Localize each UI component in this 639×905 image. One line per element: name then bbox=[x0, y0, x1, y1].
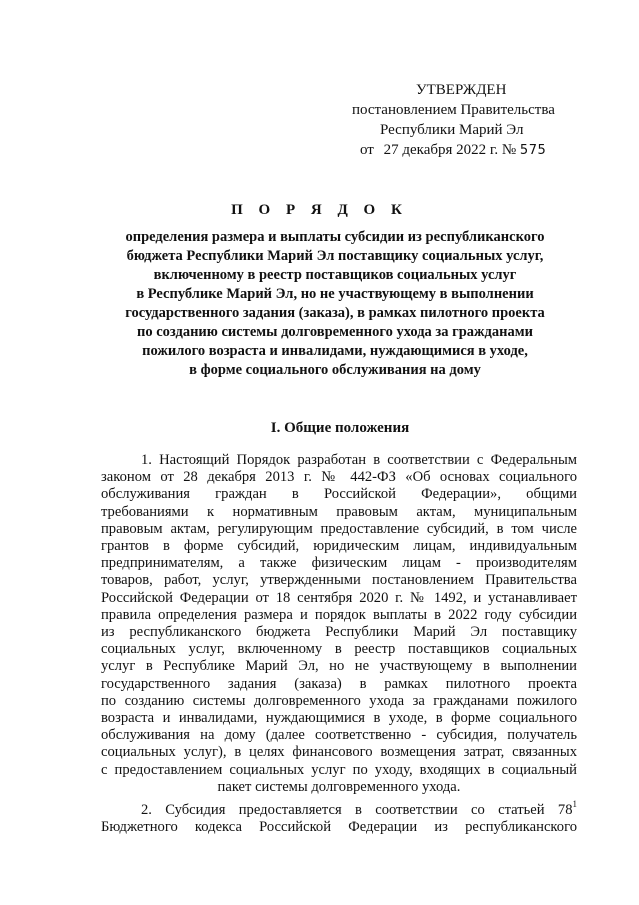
paragraph-1-line: товаров, работ, услуг, утвержденными постановлением Правительства bbox=[101, 572, 577, 589]
subtitle-line: включенному в реестр поставщиков социальных услуг bbox=[153, 267, 517, 283]
paragraph-2-line-2: Бюджетного кодекса Российской Федерации из республиканского bbox=[101, 819, 577, 836]
paragraph-2-line-1 bbox=[101, 799, 577, 819]
document-body bbox=[101, 452, 577, 836]
subtitle-line: в Республике Марий Эл, но не участвующему в выполнении bbox=[136, 286, 534, 302]
subtitle-line: пожилого возраста и инвалидами, нуждающимися в уходе, bbox=[142, 343, 528, 359]
paragraph-1-line: правила определения размера и порядок выплаты в 2022 году субсидии bbox=[101, 606, 577, 623]
paragraph-1-line: социальных услуг), в целях финансового возмещения затрат, связанных bbox=[101, 744, 577, 761]
subtitle-line: бюджета Республики Марий Эл поставщику социальных услуг, bbox=[126, 248, 544, 264]
paragraph-1-line: законом от 28 декабря 2013 г. № 442-ФЗ «Об основах социального bbox=[101, 469, 577, 486]
paragraph-1-line: по созданию системы долговременного ухода за гражданами пожилого bbox=[101, 692, 577, 709]
approval-line-1: постановлением Правительства bbox=[352, 102, 555, 118]
approval-date-line bbox=[352, 140, 582, 161]
paragraph-1-line: правовым актам, регулирующим предоставление субсидий, в том числе bbox=[101, 520, 577, 537]
paragraph-1-line: 1. Настоящий Порядок разработан в соответствии с Федеральным bbox=[141, 452, 577, 468]
document-title: П О Р Я Д О К bbox=[231, 202, 408, 218]
paragraph-1-line: социальных услуг, включенному в реестр поставщиков социальных bbox=[101, 641, 577, 658]
approval-number: 575 bbox=[519, 143, 547, 158]
paragraph-1-line: из республиканского бюджета Республики Марий Эл поставщику bbox=[101, 624, 577, 641]
paragraph-1-line: требованиями к нормативным правовым актам, муниципальным bbox=[101, 503, 577, 520]
approval-stamp bbox=[352, 80, 582, 161]
document-subtitle bbox=[95, 228, 575, 380]
approval-date: 27 декабря 2022 г. № bbox=[383, 142, 517, 158]
paragraph-2-text: 2. Субсидия предоставляется в соответствии со статьей 78 bbox=[141, 802, 573, 819]
paragraph-1-line: обслуживания на дому (далее соответственно - субсидия, получатель bbox=[101, 727, 577, 744]
subtitle-line: по созданию системы долговременного ухода за гражданами bbox=[137, 324, 533, 340]
subtitle-line: в форме социального обслуживания на дому bbox=[189, 362, 481, 378]
paragraph-1-line: с предоставлением социальных услуг по уходу, входящих в социальный bbox=[101, 761, 577, 778]
paragraph-1-line: государственного задания (заказа) в рамках пилотного проекта bbox=[101, 675, 577, 692]
approval-prefix: от bbox=[360, 142, 374, 158]
approval-heading: УТВЕРЖДЕН bbox=[416, 82, 507, 98]
subtitle-line: определения размера и выплаты субсидии из республиканского bbox=[125, 229, 545, 245]
paragraph-1-line: услуг в Республике Марий Эл, но не участвующему в выполнении bbox=[101, 658, 577, 675]
article-superscript: 1 bbox=[572, 799, 577, 810]
subtitle-line: государственного задания (заказа), в рамках пилотного проекта bbox=[125, 305, 545, 321]
paragraph-1-line: предпринимателям, а также физическим лицам - производителям bbox=[101, 555, 577, 572]
section-heading: I. Общие положения bbox=[270, 420, 410, 436]
paragraph-1-line: пакет системы долговременного ухода. bbox=[217, 778, 461, 795]
paragraph-1-line: возраста и инвалидами, нуждающимися в уходе, в форме социального bbox=[101, 710, 577, 727]
paragraph-1-line: обслуживания граждан в Российской Федерации», общими bbox=[101, 486, 577, 503]
paragraph-1-line: Российской Федерации от 18 сентября 2020 г. № 1492, и устанавливает bbox=[101, 589, 577, 606]
approval-line-2: Республики Марий Эл bbox=[380, 122, 524, 138]
paragraph-1-line: грантов в форме субсидий, юридическим лицам, индивидуальным bbox=[101, 538, 577, 555]
